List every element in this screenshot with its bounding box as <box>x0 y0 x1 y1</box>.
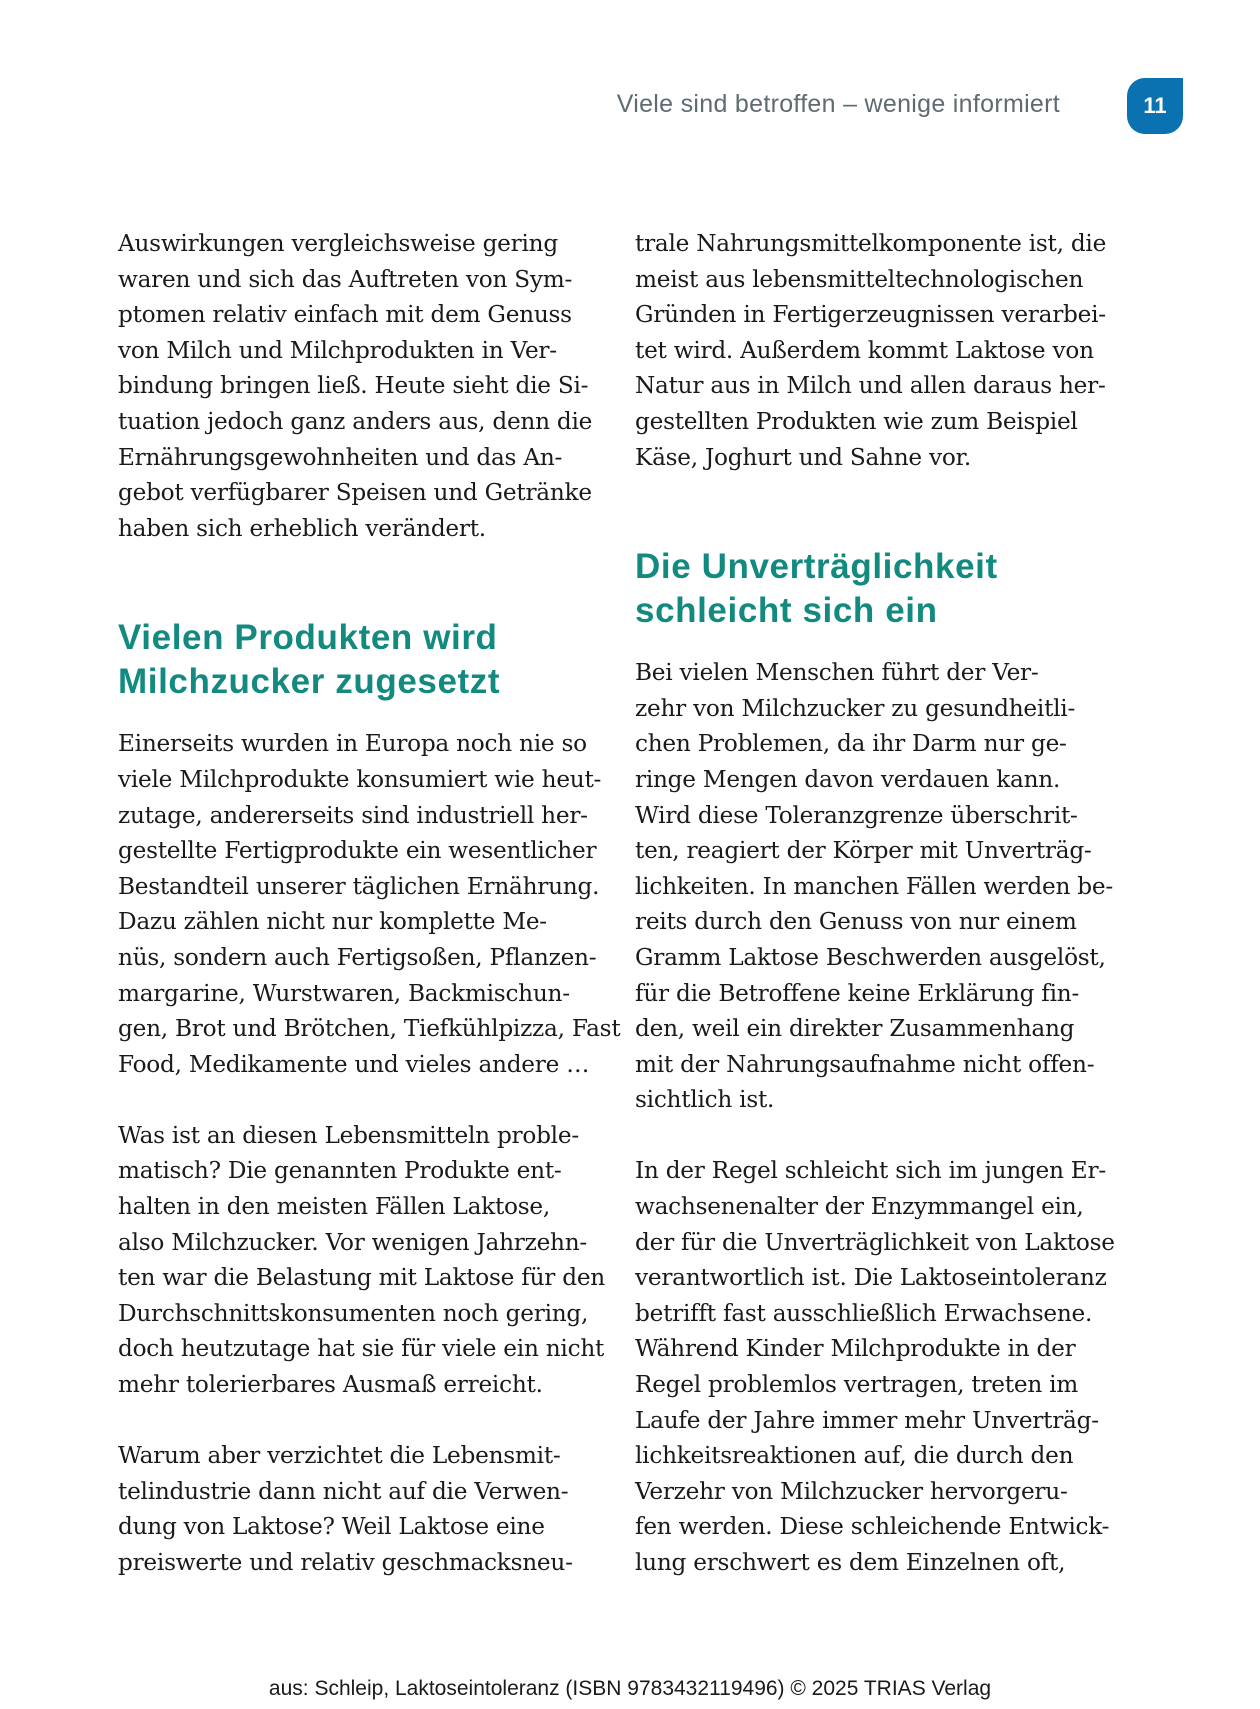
text-line: gebot verfügbarer Speisen und Getränke <box>118 479 592 507</box>
text-line: Auswirkungen vergleichsweise gering <box>118 230 558 257</box>
text-line: matisch? Die genannten Produkte ent- <box>118 1157 562 1185</box>
text-line: doch heutzutage hat sie für viele ein nicht <box>118 1335 605 1363</box>
left-column <box>118 226 621 1581</box>
paragraph-gap <box>635 1118 1125 1154</box>
text-line: von Milch und Milchprodukten in Ver- <box>118 336 557 364</box>
text-line: sichtlich ist. <box>635 1086 775 1114</box>
text-line: betrifft fast ausschließlich Erwachsene. <box>635 1299 1093 1327</box>
text-line: mit der Nahrungsaufnahme nicht offen- <box>635 1050 1095 1078</box>
text-line: nüs, sondern auch Fertigsoßen, Pflanzen- <box>118 943 597 971</box>
spacer <box>635 475 1125 545</box>
text-line: gestellten Produkten wie zum Beispiel <box>635 407 1078 435</box>
text-line: mehr tolerierbares Ausmaß erreicht. <box>118 1371 543 1399</box>
section-heading-unvertraeglichkeit <box>635 545 1125 633</box>
text-line: ten war die Belastung mit Laktose für den <box>118 1264 605 1292</box>
text-line: ptomen relativ einfach mit dem Genuss <box>118 301 572 329</box>
paragraph-gap <box>118 1403 608 1439</box>
text-line: tuation jedoch ganz anders aus, denn die <box>118 407 593 435</box>
text-line: also Milchzucker. Vor wenigen Jahrzehn- <box>118 1228 587 1256</box>
right-paragraph-1 <box>635 655 1125 1118</box>
text-line: halten in den meisten Fällen Laktose, <box>118 1193 550 1221</box>
text-line: Food, Medikamente und vieles andere … <box>118 1050 590 1078</box>
text-line: Dazu zählen nicht nur komplette Me- <box>118 908 547 936</box>
text-line: lichkeiten. In manchen Fällen werden be- <box>635 872 1113 900</box>
text-line: ten, reagiert der Körper mit Unverträg- <box>635 837 1092 865</box>
text-line: preiswerte und relativ geschmacksneu- <box>118 1549 573 1576</box>
text-line: Natur aus in Milch und allen daraus her- <box>635 372 1106 400</box>
heading-line: Vielen Produkten wird <box>118 618 498 658</box>
text-line: Einerseits wurden in Europa noch nie so <box>118 730 587 758</box>
right-paragraph-2 <box>635 1153 1125 1580</box>
text-line: fen werden. Diese schleichende Entwick- <box>635 1513 1110 1541</box>
text-line: waren und sich das Auftreten von Sym- <box>118 265 573 293</box>
text-line: In der Regel schleicht sich im jungen Er- <box>635 1157 1106 1185</box>
heading-line: Milchzucker zugesetzt <box>118 662 501 702</box>
text-line: für die Betroffene keine Erklärung fin- <box>635 979 1080 1007</box>
text-line: lichkeitsreaktionen auf, die durch den <box>635 1442 1074 1470</box>
section-heading-vielen-produkten <box>118 616 608 704</box>
text-line: Was ist an diesen Lebensmitteln proble- <box>118 1121 579 1149</box>
spacer <box>118 704 608 726</box>
text-line: dung von Laktose? Weil Laktose eine <box>118 1513 545 1541</box>
text-line: bindung bringen ließ. Heute sieht die Si- <box>118 372 589 400</box>
text-line: der für die Unverträglichkeit von Laktose <box>635 1228 1115 1256</box>
text-line: Laufe der Jahre immer mehr Unverträg- <box>635 1406 1099 1434</box>
text-line: trale Nahrungsmittelkomponente ist, die <box>635 230 1107 257</box>
text-line: gestellte Fertigprodukte ein wesentlicher <box>118 837 597 865</box>
text-line: Käse, Joghurt und Sahne vor. <box>635 443 971 471</box>
copyright-source-line: aus: Schleip, Laktoseintoleranz (ISBN 9783432119496) © 2025 TRIAS Verlag <box>268 1677 992 1700</box>
source-footer <box>0 1677 1260 1701</box>
text-line: ringe Mengen davon verdauen kann. <box>635 765 1061 793</box>
text-line: Durchschnittskonsumenten noch gering, <box>118 1299 589 1327</box>
page-number: 11 <box>1143 93 1167 118</box>
text-line: Während Kinder Milchprodukte in der <box>635 1335 1076 1363</box>
text-line: Bestandteil unserer täglichen Ernährung. <box>118 872 600 900</box>
text-line: viele Milchprodukte konsumiert wie heut- <box>118 765 602 793</box>
left-paragraph-3 <box>118 1438 608 1580</box>
text-line: den, weil ein direkter Zusammenhang <box>635 1015 1075 1043</box>
text-line: gen, Brot und Brötchen, Tiefkühlpizza, Fast <box>118 1015 621 1043</box>
text-line: haben sich erheblich verändert. <box>118 514 486 542</box>
text-line: telindustrie dann nicht auf die Verwen- <box>118 1477 569 1505</box>
text-line: Bei vielen Menschen führt der Ver- <box>635 659 1039 687</box>
running-head-title: Viele sind betroffen – wenige informiert <box>616 90 1060 118</box>
paragraph-gap <box>118 1082 608 1118</box>
heading-line: Die Unverträglichkeit <box>635 547 998 587</box>
spacer <box>118 546 608 616</box>
heading-line: schleicht sich ein <box>635 591 938 631</box>
text-line: wachsenenalter der Enzymmangel ein, <box>635 1193 1084 1221</box>
text-line: zutage, andererseits sind industriell her- <box>118 801 588 829</box>
left-paragraph-1 <box>118 726 621 1082</box>
right-intro-paragraph <box>635 226 1125 475</box>
right-column <box>635 226 1125 1581</box>
text-line: lung erschwert es dem Einzelnen oft, <box>635 1549 1066 1576</box>
text-line: Ernährungsgewohnheiten und das An- <box>118 443 563 471</box>
text-line: meist aus lebensmitteltechnologischen <box>635 265 1084 293</box>
spacer <box>635 633 1125 655</box>
text-line: reits durch den Genuss von nur einem <box>635 908 1077 936</box>
text-line: Regel problemlos vertragen, treten im <box>635 1371 1079 1399</box>
left-intro-paragraph <box>118 226 608 546</box>
text-line: Gründen in Fertigerzeugnissen verarbei- <box>635 301 1106 329</box>
text-line: margarine, Wurstwaren, Backmischun- <box>118 979 570 1007</box>
left-paragraph-2 <box>118 1118 608 1403</box>
page-number-badge <box>1127 78 1183 134</box>
text-line: Gramm Laktose Beschwerden ausgelöst, <box>635 943 1106 971</box>
text-line: zehr von Milchzucker zu gesundheitli- <box>635 694 1076 722</box>
text-line: Verzehr von Milchzucker hervorgeru- <box>635 1477 1068 1505</box>
text-line: Wird diese Toleranzgrenze überschrit- <box>635 801 1078 829</box>
text-line: chen Problemen, da ihr Darm nur ge- <box>635 730 1067 758</box>
text-line: tet wird. Außerdem kommt Laktose von <box>635 336 1094 364</box>
text-line: verantwortlich ist. Die Laktoseintoleranz <box>635 1264 1107 1292</box>
text-line: Warum aber verzichtet die Lebensmit- <box>118 1442 561 1470</box>
